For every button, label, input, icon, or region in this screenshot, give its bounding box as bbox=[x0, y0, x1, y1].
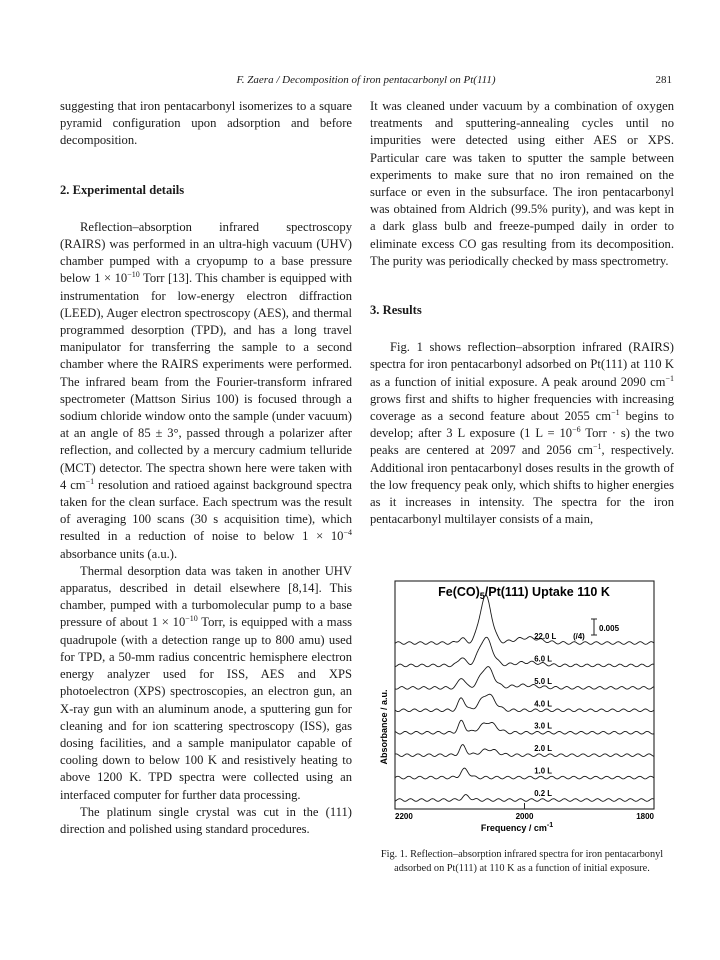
page-number: 281 bbox=[655, 74, 672, 86]
spectrum-4-0-L bbox=[395, 694, 654, 711]
figure-1 bbox=[370, 567, 674, 835]
experimental-paragraph-3: The platinum single crystal was cut in the (111) direction and polished using standard procedures. bbox=[60, 804, 352, 836]
spectrum-5-0-L bbox=[395, 667, 654, 690]
intro-paragraph: suggesting that iron pentacarbonyl isomerizes to a square pyramid configuration upon adsorption and before decomposition. bbox=[60, 99, 352, 148]
series-label: 2.0 L bbox=[534, 744, 552, 754]
spectrum-6-0-L bbox=[395, 637, 654, 666]
section-3-heading: 3. Results bbox=[370, 303, 422, 318]
scale-bar-label: 0.005 bbox=[599, 624, 620, 633]
running-header bbox=[60, 74, 672, 90]
series-label: 5.0 L bbox=[534, 676, 552, 686]
series-label: 3.0 L bbox=[534, 721, 552, 731]
figure-title: $Fe(CO)_5/Pt(111)$ Uptake 110 K bbox=[438, 585, 610, 601]
series-label: 4.0 L bbox=[534, 699, 552, 709]
continuation-paragraph: It was cleaned under vacuum by a combination of oxygen treatments and sputtering-annealing cycles until no impurities were detected using either AES or XPS. Particular care was taken to sputter the sample between experiments to make sure that no iron remained on the surface or even in the subsurface. The iron pentacarbonyl was obtained from Aldrich (99.5% purity), and was kept in a dark glass bulb and freeze-pumped daily in order to eliminate excess CO gas resulting from its decomposition. The purity was periodically checked by mass spectrometry. bbox=[370, 99, 674, 268]
series-note: (/4) bbox=[573, 632, 585, 641]
left-column bbox=[60, 98, 352, 838]
series-label: 1.0 L bbox=[534, 766, 552, 776]
series-label: 0.2 L bbox=[534, 789, 552, 798]
x-tick-label: 1800 bbox=[636, 812, 654, 821]
x-axis-label: Frequency / $cm^{-1}$ bbox=[480, 822, 554, 833]
results-paragraph: Fig. 1 shows reflection–absorption infrared (RAIRS) spectra for iron pentacarbonyl adsorbed on Pt(111) at 110 K as a function of initial exposure. A peak around 2090 $cm^{-1}$ grows first and shifts to higher frequencies with increasing coverage as a second feature about 2055 $cm^{-1}$ begins to develop; after 3 L exposure (1 $L = 10^{-6}$ Torr · s) the two peaks are centered at 2097 and 2056 $cm^{-1}$, respectively. Additional iron pentacarbonyl doses results in the growth of the low frequency peak only, which shifts to higher energies as it increases in intensity. The spectra for the iron pentacarbonyl multilayer consists of a main, bbox=[370, 340, 675, 527]
series-label: 6.0 L bbox=[534, 654, 552, 664]
rairs-spectra-chart bbox=[370, 567, 674, 835]
y-axis-label: Absorbance / a.u. bbox=[379, 689, 389, 765]
spectrum-2-0-L bbox=[395, 745, 654, 757]
spectrum-22-0-L bbox=[395, 595, 654, 644]
spectrum-0-2-L bbox=[395, 795, 654, 802]
running-title: F. Zaera / Decomposition of iron pentacarbonyl on Pt(111) bbox=[236, 74, 496, 86]
figure-caption: Fig. 1. Reflection–absorption infrared spectra for iron pentacarbonyl adsorbed on Pt(111) at 110 K as a function of initial exposure. bbox=[380, 849, 664, 874]
scale-bar bbox=[591, 619, 620, 635]
x-tick-label: 2200 bbox=[395, 812, 413, 821]
right-column bbox=[370, 98, 674, 528]
experimental-paragraph-2: Thermal desorption data was taken in another UHV apparatus, described in detail elsewhere [8,14]. This chamber, pumped with a turbomolecular pump to a base pressure of about $1 \times 10^{-10}$ Torr, is equipped with a mass quadrupole (with a detection range up to 800 amu) used for TPD, a 50-mm radius concentric hemisphere electron energy analyzer used for ISS, AES and XPS photoelectron (XPS) spectroscopies, an electron gun, an X-ray gun with an aluminum anode, a sputtering gun for cleaning and for ion scattering spectroscopy (ISS), gas dosing facilities, and a sample manipulator capable of cooling down to below 100 K and resistively heating to above 1200 K. TPD spectra were collected using an interfaced computer for further data processing. bbox=[60, 563, 352, 802]
series-label: 22.0 L bbox=[534, 632, 557, 641]
section-2-heading: 2. Experimental details bbox=[60, 182, 185, 197]
x-tick-label: 2000 bbox=[515, 812, 534, 821]
spectrum-1-0-L bbox=[395, 768, 654, 779]
plot-frame bbox=[395, 581, 654, 809]
x-ticks bbox=[395, 803, 655, 821]
experimental-paragraph-1: Reflection–absorption infrared spectroscopy (RAIRS) was performed in an ultra-high vacuum (UHV) chamber pumped with a cryopump to a base pressure below $1 \times 10^{-10}$ Torr [13]. This chamber is equipped with instrumentation for low-energy electron diffraction (LEED), Auger electron spectroscopy (AES), and thermal programmed desorption (TPD), and has a long travel manipulator for transferring the sample to a second chamber where the RAIRS experiments were performed. The infrared beam from the Fourier-transform infrared spectrometer (Mattson Sirius 100) is focused through a sodium chloride window onto the sample (under vacuum) at an angle of 85 ± 3°, passed through a polarizer after reflection, and collected by a mercury cadmium telluride (MCT) detector. The spectra shown here were taken with 4 $cm^{-1}$ resolution and ratioed against background spectra taken for the clean surface. Each spectrum was the result of averaging 100 scans (30 s acquisition time), which resulted in a reduction of noise to below $1 \times 10^{-4}$ absorbance units (a.u.). bbox=[60, 219, 353, 561]
spectrum-3-0-L bbox=[395, 720, 654, 734]
